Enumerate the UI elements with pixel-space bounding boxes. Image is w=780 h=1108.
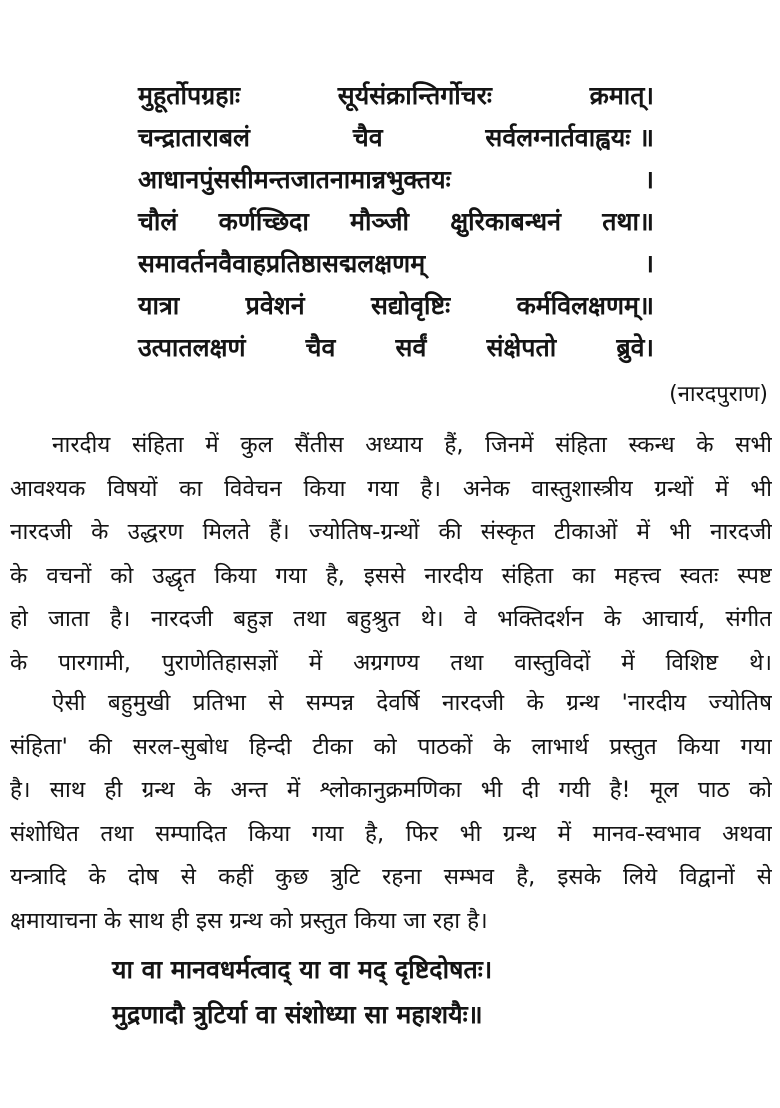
verse-word: चौलं: [138, 207, 178, 236]
verse-word: चैव: [305, 333, 336, 362]
verse-bottom: [112, 952, 672, 1042]
paragraph-1: [10, 428, 772, 689]
verse-line: [138, 162, 654, 204]
verse-word: ।: [644, 249, 654, 278]
verse-word: सर्वं: [395, 333, 427, 362]
verse-word: सद्योवृष्टिः: [371, 291, 451, 320]
verse-word: क्षुरिकाबन्धनं: [450, 207, 562, 236]
closing-verse-line: या वा मानवधर्मत्वाद् या वा मद् दृष्टिदोषतः।: [112, 955, 493, 984]
paragraph-line: ऐसी बहुमुखी प्रतिभा से सम्पन्न देवर्षि नारदजी के ग्रन्थ 'नारदीय ज्योतिष: [52, 690, 772, 716]
verse-line: [138, 330, 654, 372]
verse-word: सर्वलग्नार्तवाह्वयः ॥: [485, 123, 654, 152]
paragraph-2: [10, 686, 772, 947]
verse-top: [138, 78, 654, 372]
verse-word: समावर्तनवैवाहप्रतिष्ठासद्मलक्षणम्: [138, 249, 426, 278]
verse-word: क्रमात्।: [589, 81, 654, 110]
verse-word: तथा॥: [602, 207, 654, 236]
verse-word: प्रवेशनं: [245, 291, 305, 320]
paragraph-line: आवश्यक विषयों का विवेचन किया गया है। अनेक वास्तुशास्त्रीय ग्रन्थों में भी: [10, 475, 772, 502]
verse-word: संक्षेपतो: [486, 333, 557, 362]
verse-line: [138, 288, 654, 330]
source-citation: (नारदपुराण): [669, 382, 768, 407]
paragraph-line: है। साथ ही ग्रन्थ के अन्त में श्लोकानुक्रमणिका भी दी गयी है! मूल पाठ को: [10, 777, 772, 803]
closing-verse-line: मुद्रणादौ त्रुटिर्या वा संशोध्या सा महाशयैः॥: [112, 1000, 483, 1029]
paragraph-line: नारदीय संहिता में कुल सैंतीस अध्याय हैं, जिनमें संहिता स्कन्ध के सभी: [52, 432, 772, 458]
verse-word: सूर्यसंक्रान्तिर्गोचरः: [337, 81, 492, 110]
verse-word: चैव: [352, 123, 383, 152]
paragraph-line: के पारगामी, पुराणेतिहासज्ञों में अग्रगण्य तथा वास्तुविदों में विशिष्ट थे।: [10, 649, 772, 676]
paragraph-line: क्षमायाचना के साथ ही इस ग्रन्थ को प्रस्तुत किया जा रहा है।: [10, 907, 488, 934]
verse-line: [138, 204, 654, 246]
paragraph-line: हो जाता है। नारदजी बहुज्ञ तथा बहुश्रुत थे। वे भक्तिदर्शन के आचार्य, संगीत: [10, 606, 772, 632]
verse-word: मौञ्जी: [350, 207, 409, 236]
verse-word: मुहूर्तोपग्रहाः: [138, 81, 241, 110]
verse-word: आधानपुंससीमन्तजातनामान्नभुक्तयः: [138, 165, 451, 194]
verse-word: यात्रा: [138, 291, 180, 320]
paragraph-line: नारदजी के उद्धरण मिलते हैं। ज्योतिष-ग्रन्थों की संस्कृत टीकाओं में भी नारदजी: [10, 519, 772, 545]
verse-line: [138, 120, 654, 162]
verse-line: [138, 78, 654, 120]
verse-word: उत्पातलक्षणं: [138, 333, 246, 362]
verse-word: ब्रुवे।: [616, 333, 654, 362]
paragraph-line: यन्त्रादि के दोष से कहीं कुछ त्रुटि रहना सम्भव है, इसके लिये विद्वानों से: [10, 864, 772, 890]
paragraph-line: संहिता' की सरल-सुबोध हिन्दी टीका को पाठकों के लाभार्थ प्रस्तुत किया गया: [10, 733, 772, 760]
verse-word: ।: [644, 165, 654, 194]
verse-line: [138, 246, 654, 288]
verse-word: चन्द्राताराबलं: [138, 123, 251, 152]
verse-word: कर्मविलक्षणम्॥: [516, 291, 654, 320]
paragraph-line: के वचनों को उद्धृत किया गया है, इससे नारदीय संहिता का महत्त्व स्वतः स्पष्ट: [10, 562, 772, 589]
verse-word: कर्णच्छिदा: [218, 207, 309, 236]
paragraph-line: संशोधित तथा सम्पादित किया गया है, फिर भी ग्रन्थ में मानव-स्वभाव अथवा: [10, 820, 772, 847]
